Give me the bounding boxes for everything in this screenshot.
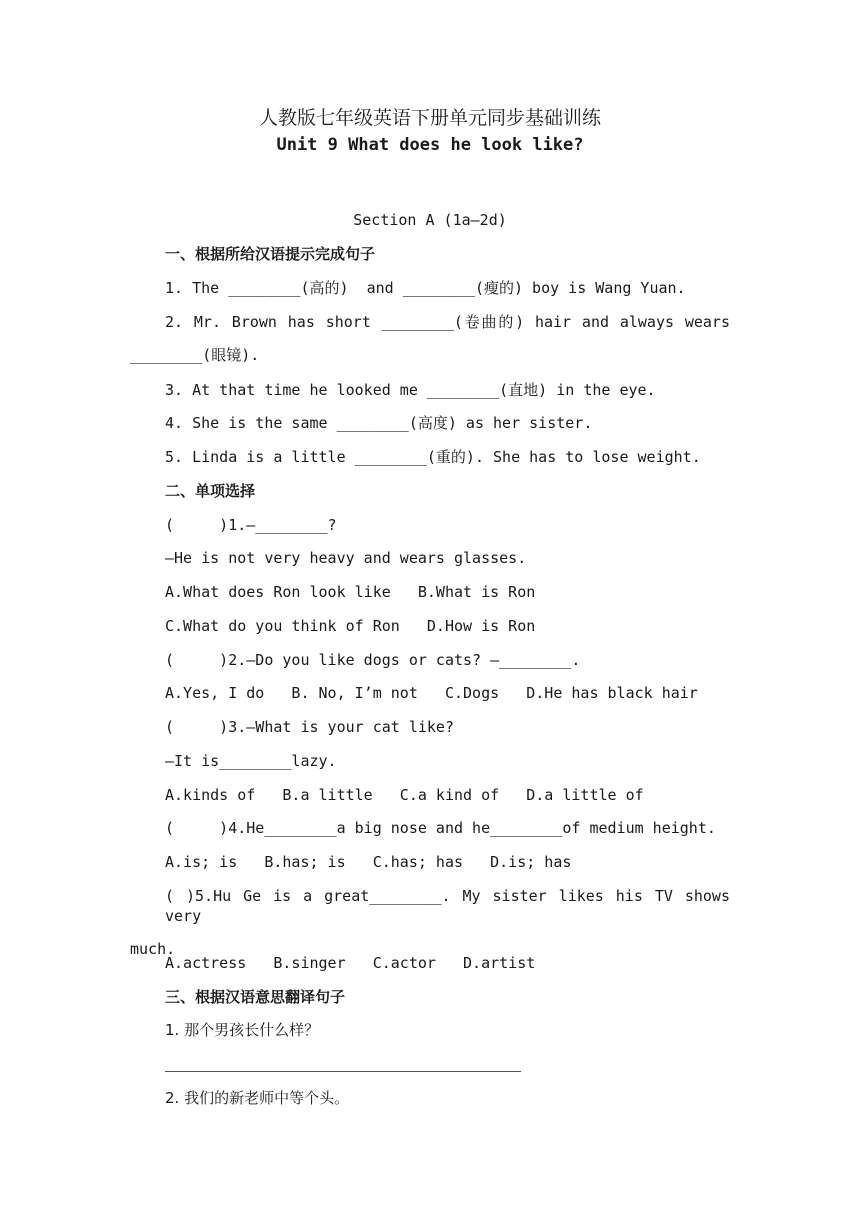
part2-question-5 [130, 886, 730, 959]
document-title-english: Unit 9 What does he look like? [276, 135, 584, 155]
part2-options-1a: A.What does Ron look like B.What is Ron [165, 583, 536, 601]
part2-answer-line-3: —It is________lazy. [165, 752, 337, 770]
part2-question-1: ( )1.—________? [165, 516, 337, 534]
part3-item-2: 2. 我们的新老师中等个头。 [165, 1089, 350, 1107]
section-label: Section A (1a—2d) [353, 211, 507, 229]
part3-item-1: 1. 那个男孩长什么样？ [165, 1021, 320, 1039]
part2-options-4: A.is; is B.has; is C.has; has D.is; has [165, 853, 572, 871]
part2-options-1b: C.What do you think of Ron D.How is Ron [165, 617, 536, 635]
part2-question-3: ( )3.—What is your cat like? [165, 718, 454, 736]
part2-options-2: A.Yes, I do B. No, I’m not C.Dogs D.He has black hair [165, 684, 698, 702]
part3-heading: 三、根据汉语意思翻译句子 [165, 988, 346, 1006]
part2-question-2: ( )2.—Do you like dogs or cats? —________. [165, 651, 581, 669]
part2-question-5-line-2: much. [130, 940, 176, 958]
part2-question-4: ( )4.He________a big nose and he________of medium height. [165, 819, 716, 837]
part1-item-3: 3. At that time he looked me ________(直地) in the eye. [165, 381, 656, 399]
part2-heading: 二、单项选择 [165, 482, 256, 500]
part2-answer-line: —He is not very heavy and wears glasses. [165, 549, 527, 567]
part2-options-3: A.kinds of B.a little C.a kind of D.a little of [165, 786, 644, 804]
part2-options-5: A.actress B.singer C.actor D.artist [165, 954, 536, 972]
part1-item-5: 5. Linda is a little ________(重的). She has to lose weight. [165, 448, 701, 466]
answer-writing-line[interactable] [165, 1071, 521, 1072]
part1-item-2-line-2: ________(眼镜). [130, 346, 260, 364]
document-title-chinese: 人教版七年级英语下册单元同步基础训练 [258, 107, 601, 129]
part1-item-2-line-1: 2. Mr. Brown has short ________(卷曲的) hair and always wears [165, 313, 730, 331]
part2-question-5-line-1: ( )5.Hu Ge is a great________. My sister likes his TV shows very [165, 887, 730, 925]
part1-item-2 [130, 312, 730, 365]
part1-heading: 一、根据所给汉语提示完成句子 [165, 245, 376, 263]
part1-item-4: 4. She is the same ________(高度) as her sister. [165, 414, 593, 432]
part1-item-1: 1. The ________(高的) and ________(瘦的) boy is Wang Yuan. [165, 279, 686, 297]
